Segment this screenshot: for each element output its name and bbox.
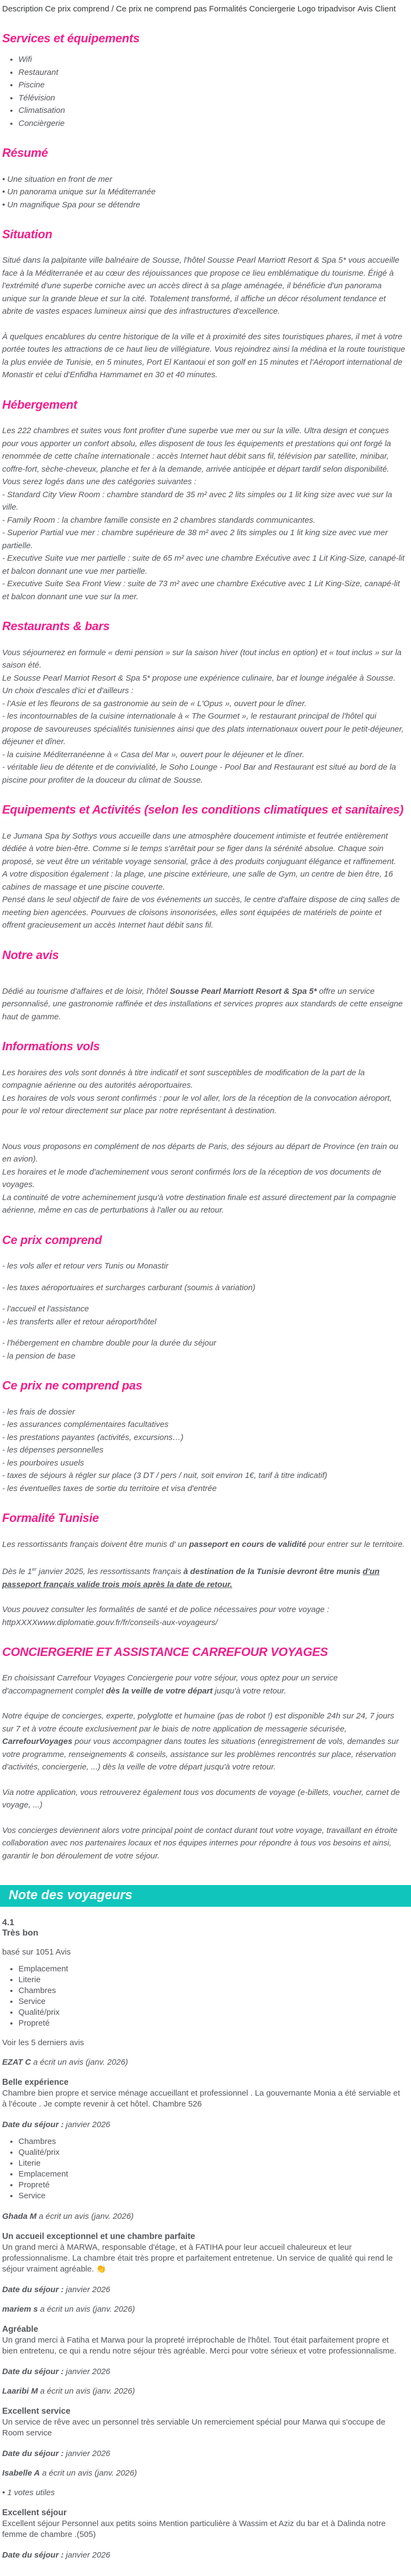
- paragraph: Les horaires des vols sont donnés à titre indicatif et sont susceptibles de modification de la part de la compagnie aérienne ou des autorités aéroportuaires.: [2, 1068, 365, 1090]
- paragraph: - la pension de base: [2, 1351, 76, 1361]
- paragraph: - la cuisine Méditerranéenne à « Casa del Mar », ouvert pour le déjeuner et le dîner.: [2, 750, 305, 759]
- section-tabs: [2, 3, 406, 15]
- paragraph: - Executive Suite vue mer partielle : suite de 65 m² avec une chambre Exécutive avec 1 Lit King-Size, canapé-lit et balcon donnant une vue mer partielle.: [2, 554, 405, 576]
- paragraph: httpXXXXwww.diplomatie.gouv.fr/fr/conseils-aux-voyageurs/: [2, 1617, 218, 1627]
- review-date: Date du séjour : janvier 2026: [2, 2449, 111, 2459]
- review-tags: [2, 2136, 406, 2201]
- paragraph: - Standard City View Room : chambre standard de 35 m² avec 2 lits simples ou 1 lit king size avec vue sur la ville.: [2, 490, 393, 512]
- paragraph: - les dépenses personnelles: [2, 1445, 104, 1455]
- paragraph: Vous pouvez consulter les formalités de santé et de police nécessaires pour votre voyage :: [2, 1605, 330, 1615]
- review-tag-item: • Propreté: [18, 2180, 406, 2191]
- rating-category-item: • Propreté: [18, 2018, 406, 2029]
- paragraph: Notre équipe de concierges, experte, polyglotte et humaine (pas de robot !) est disponible 24h sur 24, 7 jours sur 7 et à votre écoute exclusivement par le biais de notre application de messagerie sécurisée, CarrefourVoyages pour vous accompagner dans toutes les situations (enregistrement de vols, demandes sur votre programme, renseignements & conseils, assistance sur les problèmes rencontrés sur place, réservation d'activités, conciergerie, ...) dès la veille de votre départ jusqu'à votre retour.: [2, 1711, 399, 1772]
- list-item: • Climatisation: [18, 104, 406, 117]
- paragraph: - l'accueil et l'assistance: [2, 1304, 89, 1314]
- section-heading-ce-prix-comprend: Ce prix comprend: [2, 1233, 102, 1247]
- review-body: Un grand merci à Fatiha et Marwa pour la propreté irréprochable de l'hôtel. Tout était parfaitement propre et bien entretenu, ce qui a rendu notre séjour très agréable. Merci pour votre sérieux et votre professionnalisme.: [2, 2336, 397, 2356]
- review: [2, 2212, 406, 2294]
- paragraph: Vous séjournerez en formule « demi pension » sur la saison hiver (tout inclus en option) et « tout inclus » sur la saison été.: [2, 648, 402, 670]
- text-segment: dès la veille de votre départ: [106, 1686, 213, 1696]
- review-date: Date du séjour : janvier 2026: [2, 2120, 111, 2130]
- text-segment: er: [32, 1566, 37, 1572]
- tab-ce-prix-comprend-ce-prix-ne-comprend-pas[interactable]: Ce prix comprend / Ce prix ne comprend pas: [45, 4, 207, 14]
- paragraph: - Executive Suite Sea Front View : suite de 73 m² avec une chambre Exécutive avec 1 Lit King-Size, canapé-lit et balcon donnant une vue sur la mer.: [2, 579, 400, 601]
- rating-category-item: • Chambres: [18, 1985, 406, 1996]
- tab-conciergerie[interactable]: Conciergerie: [249, 4, 296, 14]
- list-item: • Piscine: [18, 79, 406, 92]
- review-date: Date du séjour : janvier 2026: [2, 2550, 111, 2560]
- rating-category-item: • Literie: [18, 1975, 406, 1985]
- paragraph: Nous vous proposons en complément de nos départs de Paris, des séjours au départ de Province (en train ou en avion).: [2, 1141, 399, 1164]
- review-date-label: Date du séjour :: [2, 2449, 64, 2459]
- section-heading-formalite-tunisie: Formalité Tunisie: [2, 1511, 99, 1525]
- review-meta: Ghada M a écrit un avis (janv. 2026): [2, 2212, 134, 2222]
- review-date-label: Date du séjour :: [2, 2120, 64, 2130]
- paragraph: - véritable lieu de détente et de convivialité, le Soho Lounge - Pool Bar and Restaurant est situé au bord de la piscine pour profiter de la douceur du climat de Sousse.: [2, 763, 396, 785]
- review-meta: mariem s a écrit un avis (janv. 2026): [2, 2305, 135, 2314]
- review-author: Ghada M: [2, 2212, 37, 2222]
- paragraph: Vous serez logés dans une des catégories suivantes :: [2, 477, 196, 487]
- paragraph: - les assurances complémentaires facultatives: [2, 1420, 169, 1430]
- section-heading-notre-avis: Notre avis: [2, 948, 59, 962]
- review-meta: EZAT C a écrit un avis (janv. 2026): [2, 2058, 129, 2067]
- text-segment: Sousse Pearl Marriott Resort & Spa 5*: [170, 986, 317, 996]
- paragraph: - taxes de séjours à régler sur place (3 DT / pers / nuit, soit environ 1€, tarif à titre indicatif): [2, 1471, 327, 1481]
- review: [2, 2387, 406, 2458]
- review-date-label: Date du séjour :: [2, 2285, 64, 2295]
- list-item: • Restaurant: [18, 66, 406, 79]
- rating-score: 4.1: [2, 1918, 15, 1928]
- paragraph: - l'hébergement en chambre double pour la durée du séjour: [2, 1338, 216, 1348]
- tab-formalites[interactable]: Formalités: [209, 4, 247, 14]
- review-title: Excellent service: [2, 2407, 70, 2416]
- ratings-banner-title: Note des voyageurs: [9, 1888, 133, 1903]
- review-tag-item: • Service: [18, 2191, 406, 2201]
- paragraph: • Un panorama unique sur la Méditerranée: [2, 187, 156, 197]
- paragraph: - Superior Partial vue mer : chambre supérieure de 38 m² avec 2 lits simples ou 1 lit king size avec vue mer partielle.: [2, 528, 388, 550]
- review-date-label: Date du séjour :: [2, 2550, 64, 2560]
- paragraph: Via notre application, vous retrouverez également tous vos documents de voyage (e-billets, voucher, carnet de voyage, ...): [2, 1787, 400, 1810]
- paragraph: A votre disposition également : la plage, une piscine extérieure, une salle de Gym, un centre de bien être, 16 cabines de massage et une piscine couverte.: [2, 870, 393, 892]
- paragraph: La continuité de votre acheminement jusqu'à votre destination finale est assuré directement par la compagnie aérienne, même en cas de perturbations à l'aller ou au retour.: [2, 1192, 396, 1215]
- paragraph: - l'Asie et les fleurons de sa gastronomie au sein de « L'Opus », ouvert pour le dîner.: [2, 699, 307, 708]
- paragraph: - les pourboires usuels: [2, 1458, 84, 1468]
- review-author: EZAT C: [2, 2058, 31, 2067]
- list-item: • Télévision: [18, 92, 406, 105]
- rating-category-item: • Qualité/prix: [18, 2007, 406, 2018]
- paragraph: • Une situation en front de mer: [2, 174, 112, 184]
- review-date: Date du séjour : janvier 2026: [2, 2367, 111, 2377]
- tab-description[interactable]: Description: [2, 4, 43, 14]
- review-meta: Isabelle A a écrit un avis (janv. 2026): [2, 2469, 137, 2478]
- review-votes: • 1 votes utiles: [2, 2488, 55, 2498]
- rating-categories: [2, 1964, 406, 2029]
- text-segment: CarrefourVoyages: [2, 1737, 73, 1747]
- review-body: Un service de rêve avec un personnel très serviable Un remerciement spécial pour Marwa qui s'occupe de Room service: [2, 2418, 386, 2438]
- section-heading-informations-vols: Informations vols: [2, 1039, 100, 1054]
- paragraph: Pensé dans le seul objectif de faire de vos événements un succès, le centre d'affaire dispose de cinq salles de meeting bien agencées. Pourvues de cloisons insonorisées, elles sont équipées de matériels de pointe et offrent gracieusement un accès Internet haut débit sans fil.: [2, 895, 400, 930]
- paragraph: Le Jumana Spa by Sothys vous accueille dans une atmosphère doucement intimiste et feutrée entièrement dédiée à votre bien-être. Comme si le temps s'arrêtait pour se figer dans la sérénité absolue. Chaque soin proposé, se veut être un véritable voyage sensorial, grâce à des produits conjuguant élégance et raffinement.: [2, 831, 396, 866]
- section-heading-hebergement: Hébergement: [2, 397, 78, 411]
- review-author: mariem s: [2, 2305, 38, 2314]
- rating-label: Très bon: [2, 1928, 38, 1938]
- main-content: [2, 31, 406, 2560]
- section-heading-restaurants-bars: Restaurants & bars: [2, 619, 110, 633]
- paragraph: Vos concierges deviennent alors votre principal point de contact durant tout votre voyage, travaillant en étroite collaboration avec nos partenaires locaux et nos équipes internes pour répondre à tous vos besoins et ainsi, garantir le bon déroulement de votre séjour.: [2, 1825, 398, 1861]
- paragraph: - les vols aller et retour vers Tunis ou Monastir: [2, 1261, 169, 1271]
- paragraph: - les taxes aéroportuaires et surcharges carburant (soumis à variation): [2, 1283, 255, 1292]
- paragraph: Les horaires et le mode d'acheminement vous seront confirmés lors de la réception de vos documents de voyages.: [2, 1167, 382, 1190]
- section-heading-ce-prix-ne-comprend-pas: Ce prix ne comprend pas: [2, 1379, 143, 1393]
- paragraph: • Un magnifique Spa pour se détendre: [2, 200, 140, 210]
- review-body: Un grand merci à MARWA, responsable d'étage, et à FATIHA pour leur accueil chaleureux et leur professionnalisme. La chambre était très propre et parfaitement entretenue. Un service de qualité qui rend le séjour vraiment agréable. 👏: [2, 2243, 393, 2274]
- paragraph: - les transferts aller et retour aéroport/hôtel: [2, 1317, 157, 1327]
- text-segment: d'un passeport français valide trois mois après la date de retour.: [2, 1567, 380, 1589]
- list-item: • Wifi: [18, 53, 406, 66]
- paragraph: Situé dans la palpitante ville balnéaire de Sousse, l'hôtel Sousse Pearl Marriott Resort & Spa 5* vous accueille face à la Méditerranée et au cœur des réjouissances que propose ce lieu emblématique du tourisme. Érigé à l'extrémité d'une superbe corniche avec un accès direct à sa plage aménagée, il bénéficie d'un panorama unique sur la grande bleue et sur la cité. Totalement transformé, il affiche un décor résolument tendance et abrite de vastes espaces lumineux ainsi que des infrastructures d'excellence.: [2, 256, 400, 316]
- list-item: • Concièrgerie: [18, 117, 406, 130]
- tab-logo-tripadvisor[interactable]: Logo tripadvisor: [297, 4, 356, 14]
- review-title: Un accueil exceptionnel et une chambre parfaite: [2, 2232, 195, 2242]
- rating-category-item: • Emplacement: [18, 1964, 406, 1975]
- paragraph: Dédié au tourisme d'affaires et de loisir, l'hôtel Sousse Pearl Marriott Resort & Spa 5* offre un service personnalisé, une gastronomie raffinée et des installations et services propres aux standards de cette enseigne haut de gamme.: [2, 986, 403, 1021]
- section-heading-conciergerie-et-assistance-car: CONCIERGERIE ET ASSISTANCE CARREFOUR VOYAGES: [2, 1645, 328, 1659]
- paragraph: - les incontournables de la cuisine internationale à « The Gourmet », le restaurant principal de l'hôtel qui propose de savoureuses spécialités tunisiennes ainsi que des plats internationaux ouvert pour le petit-déjeuner, déjeuner et dîner.: [2, 712, 404, 747]
- review-meta: Laaribi M a écrit un avis (janv. 2026): [2, 2387, 135, 2396]
- review-tag-item: • Literie: [18, 2158, 406, 2169]
- ratings-banner: [0, 1885, 411, 1907]
- paragraph: Les ressortissants français doivent être munis d' un passeport en cours de validité pour entrer sur le territoire.: [2, 1539, 405, 1549]
- see-last-reviews-link[interactable]: Voir les 5 derniers avis: [2, 2038, 84, 2048]
- review-title: Excellent séjour: [2, 2508, 67, 2518]
- review: [2, 2305, 406, 2376]
- paragraph: - Family Room : la chambre famille consiste en 2 chambres standards communicantes.: [2, 515, 316, 525]
- review-body: Excellent séjour Personnel aux petits soins Mention particulière à Wassim et Aziz du bar et à Dalinda notre femme de chambre .(505): [2, 2519, 386, 2540]
- paragraph: - les éventuelles taxes de sortie du territoire et visa d'entrée: [2, 1483, 217, 1493]
- text-segment: passeport en cours de validité: [189, 1539, 306, 1549]
- paragraph: - les prestations payantes (activités, excursions…): [2, 1432, 184, 1442]
- review-author: Isabelle A: [2, 2469, 40, 2478]
- paragraph: À quelques encablures du centre historique de la ville et à proximité des sites touristiques phares, il met à votre portée toutes les attractions de ce haut lieu de villégiature. Vous rejoindrez ainsi la médina et la route touristique la plus enviée de Tunisie, en 5 minutes, Port El Kantaoui et son golf en 15 minutes et l'Aéroport international de Monastir et celui d'Enfidha Hammamet en 30 et 40 minutes.: [2, 332, 406, 380]
- review-title: Belle expérience: [2, 2078, 69, 2088]
- review-tag-item: • Chambres: [18, 2136, 406, 2147]
- rating-category-item: • Service: [18, 1996, 406, 2007]
- paragraph: Le Sousse Pearl Marriot Resort & Spa 5* propose une expérience culinaire, bar et lounge inégalée à Sousse. Un choix d'escales d'ici et d'ailleurs :: [2, 673, 396, 696]
- features-list: [2, 53, 406, 130]
- review-date-label: Date du séjour :: [2, 2367, 64, 2377]
- review-tag-item: • Qualité/prix: [18, 2147, 406, 2158]
- section-heading-resume: Résumé: [2, 146, 48, 160]
- paragraph: Dès le 1er janvier 2025, les ressortissants français à destination de la Tunisie devront être munis d'un passeport français valide trois mois après la date de retour.: [2, 1566, 380, 1589]
- review: [2, 2469, 406, 2560]
- paragraph: En choisissant Carrefour Voyages Conciergerie pour votre séjour, vous optez pour un service d'accompagnement complet dès la veille de votre départ jusqu'à votre retour.: [2, 1673, 338, 1696]
- text-segment: à destination de la Tunisie devront être munis: [183, 1567, 363, 1577]
- review: [2, 2058, 406, 2201]
- section-heading-equipements-et-activites-selon: Equipements et Activités (selon les conditions climatiques et sanitaires): [2, 803, 404, 817]
- review-tag-item: • Emplacement: [18, 2169, 406, 2180]
- review-body: Chambre bien propre et service ménage accueillant et professionnel . La gouvernante Monia a été serviable et à l'écoute . Je compte revenir à cet hôtel. Chambre 526: [2, 2089, 400, 2109]
- tab-avis-client[interactable]: Avis Client: [357, 4, 396, 14]
- review-date: Date du séjour : janvier 2026: [2, 2285, 111, 2295]
- section-heading-situation: Situation: [2, 227, 53, 242]
- rating-summary: [2, 1918, 406, 2047]
- paragraph: Les horaires de vols vous seront confirmés : pour le vol aller, lors de la réception de la convocation aéroport, pour le vol retour directement sur place par notre représentant à destination.: [2, 1093, 392, 1116]
- rating-basis: basé sur 1051 Avis: [2, 1947, 71, 1957]
- section-heading-services-et-equipements: Services et équipements: [2, 31, 140, 45]
- review-title: Agréable: [2, 2325, 38, 2334]
- paragraph: - les frais de dossier: [2, 1407, 75, 1417]
- review-author: Laaribi M: [2, 2387, 38, 2396]
- paragraph: Les 222 chambres et suites vous font profiter d'une superbe vue mer ou sur la ville. Ultra design et conçues pour vous apporter un confort absolu, elles disposent de tous les équipements et prestations qui ont forgé la renommée de cette chaîne internationale : accès Internet haut débit sans fil, télévision par satellite, minibar, coffre-fort, sèche-cheveux, planche et fer à la demande, arrivée anticipée et départ tardif selon disponibilité.: [2, 426, 391, 474]
